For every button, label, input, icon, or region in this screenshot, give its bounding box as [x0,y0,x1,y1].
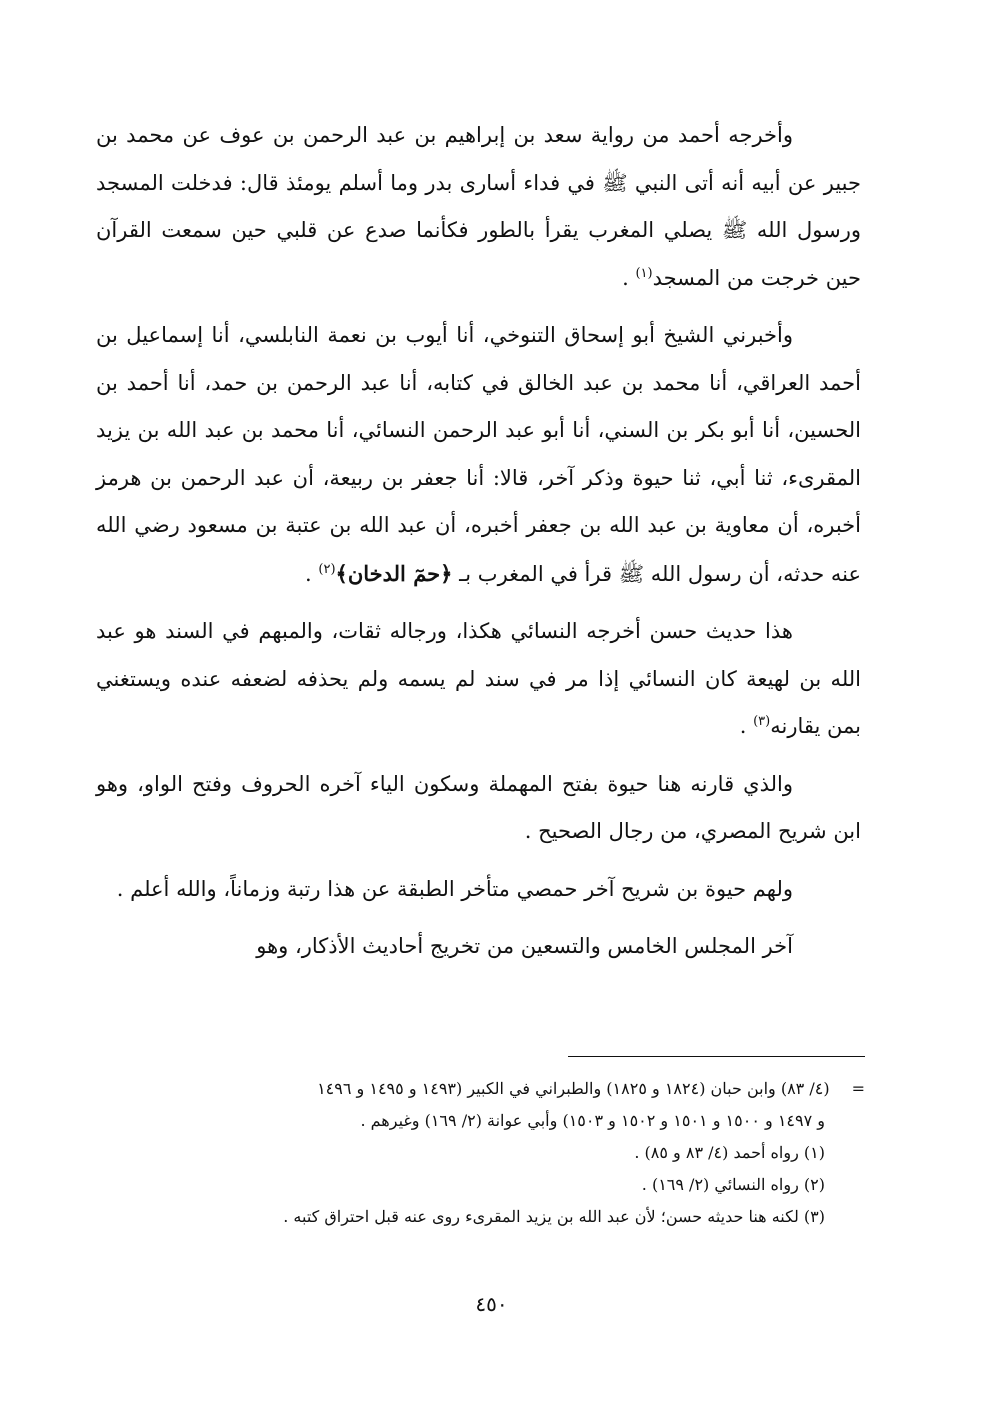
footnote-continuation [104,1073,865,1137]
footnote-ref-3: (٣) [753,714,771,729]
footnote-ref-2: (٢) [318,561,336,577]
continuation-mark: = [851,1079,865,1098]
continuation-line-1: (٤/ ٨٣) وابن حبان (١٨٢٤ و ١٨٢٥) والطبراني في الكبير (١٤٩٣ و ١٤٩٥ و ١٤٩٦ [317,1079,830,1098]
paragraph-2 [96,312,861,598]
paragraph-5-text: ولهم حيوة بن شريح آخر حمصي متأخر الطبقة عن هذا رتبة وزماناً، والله أعلم . [116,876,793,901]
footnote-ref-1: (١) [635,265,653,281]
paragraph-1-text: وأخرجه أحمد من رواية سعد بن إبراهيم بن عبد الرحمن بن عوف عن محمد بن جبير عن أبيه أنه أتى النبي ﷺ في فداء أسارى بدر وما أسلم يومئذ قال: فدخلت المسجد ورسول الله ﷺ يصلي المغرب يقرأ بالطور فكأنما صدع عن قلبي حين سمعت القرآن حين خرجت من المسجد [96,123,861,290]
paragraph-2-text: وأخبرني الشيخ أبو إسحاق التنوخي، أنا أيوب بن نعمة النابلسي، أنا إسماعيل بن أحمد العراقي، أنا محمد بن عبد الخالق في كتابه، أنا عبد الرحمن بن حمد، أنا أحمد بن الحسين، أنا أبو بكر بن السني، أنا أبو عبد الرحمن النسائي، أنا محمد بن عبد الله بن يزيد المقرىء، ثنا أبي، ثنا حيوة وذكر آخر، قالا: أنا جعفر بن ربيعة، أن عبد الرحمن بن هرمز أخبره، أن معاوية بن عبد الله بن جعفر أخبره، أن عبد الله بن عتبة بن مسعود رضي الله عنه حدثه، أن رسول الله ﷺ قرأ في المغرب بـ [96,323,861,586]
footnotes [104,1073,865,1233]
footnote-divider [568,1056,865,1057]
paragraph-3-text: هذا حديث حسن أخرجه النسائي هكذا، ورجاله ثقات، والمبهم في السند هو عبد الله بن لهيعة كان النسائي إذا مر في سند لم يسمه ولم يحذفه لضعفه عنده ويستغني بمن يقارنه [96,619,861,738]
paragraph-4-text: والذي قارنه هنا حيوة بفتح المهملة وسكون الياء آخره الحروف وفتح الواو، وهو ابن شريح المصري، من رجال الصحيح . [96,771,861,843]
quran-surah-name: ﴿حمٓ الدخان﴾ [335,560,453,586]
footnote-2: (٢) رواه النسائي (٢/ ١٦٩) . [641,1175,825,1194]
paragraph-3 [96,608,861,751]
paragraph-1-end: . [622,265,636,290]
paragraph-2-end: . [305,561,319,586]
paragraph-4 [96,761,861,856]
footnote-1: (١) رواه أحمد (٤/ ٨٣ و ٨٥) . [634,1143,825,1162]
page-number: ٤٥٠ [475,1292,508,1316]
footnote-3: (٣) لكنه هنا حديثه حسن؛ لأن عبد الله بن يزيد المقرىء روى عنه قبل احتراق كتبه . [283,1207,825,1226]
paragraph-5 [96,866,861,914]
main-text [96,112,861,981]
paragraph-1 [96,112,861,302]
paragraph-6 [96,923,861,971]
paragraph-3-end: . [739,714,754,738]
continuation-line-2: و ١٤٩٧ و ١٥٠٠ و ١٥٠١ و ١٥٠٢ و ١٥٠٣) وأبي عوانة (٢/ ١٦٩) وغيرهم . [360,1111,825,1130]
paragraph-6-text: آخر المجلس الخامس والتسعين من تخريج أحاديث الأذكار، وهو [256,934,793,958]
